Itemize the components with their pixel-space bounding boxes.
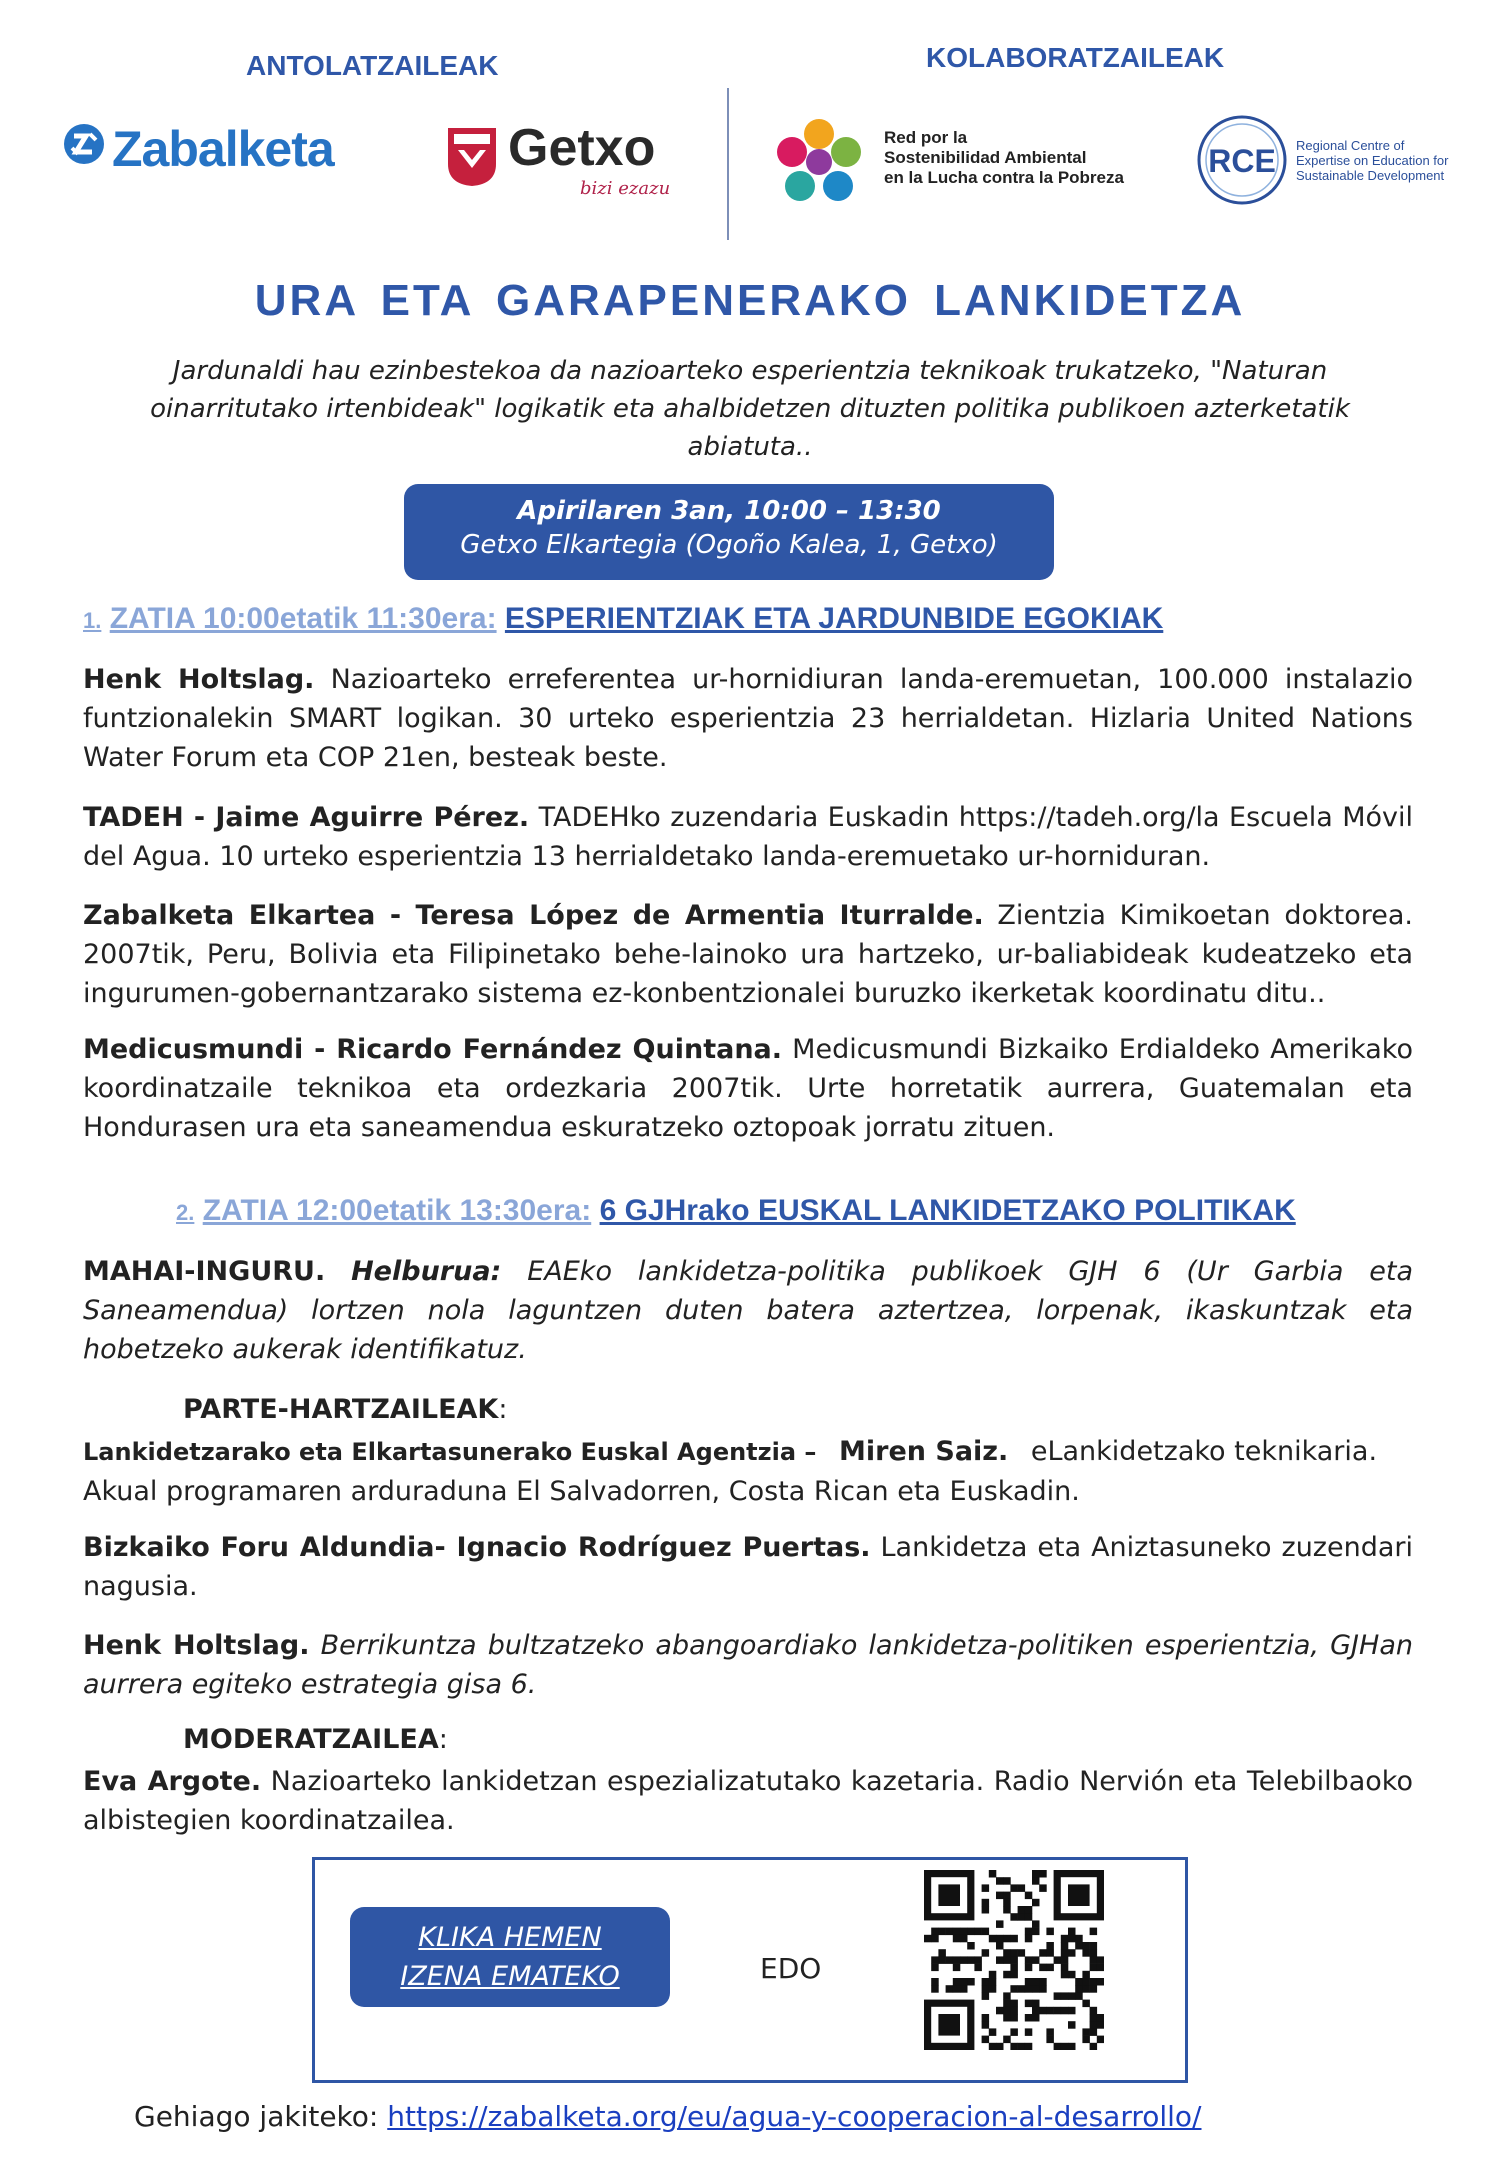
qr-code-icon — [924, 1870, 1104, 2050]
speaker-name: Zabalketa Elkartea - Teresa López de Armentia Iturralde. — [83, 900, 984, 931]
speaker-3 — [83, 896, 1413, 1013]
zabalketa-wordmark: Zabalketa — [112, 121, 334, 177]
moderator — [83, 1762, 1413, 1840]
section1-number: 1. — [83, 608, 102, 633]
header-divider — [727, 88, 729, 240]
goal-text: EAEko lankidetza-politika publikoek GJH 6 (Ur Garbia eta Saneamendua) lortzen nola laguntzen duten batera aztertzea, lorpenak, ikaskuntzak eta hobetzeko aukerak identifikatuz. — [83, 1256, 1413, 1365]
section1-heading: ESPERIENTZIAK ETA JARDUNBIDE EGOKIAK — [504, 602, 1164, 635]
footer-link[interactable]: https://zabalketa.org/eu/agua-y-cooperacion-al-desarrollo/ — [387, 2100, 1202, 2133]
moderator-bio: Nazioarteko lankidetzan espezializatutako kazetaria. Radio Nervión eta Telebilbaoko albistegien koordinatzailea. — [83, 1766, 1413, 1836]
speaker-4 — [83, 1030, 1413, 1147]
moderator-heading: MODERATZAILEA: — [183, 1724, 448, 1755]
participant-3 — [83, 1626, 1413, 1704]
goal-label: Helburua: — [351, 1256, 502, 1287]
moderator-name: Eva Argote. — [83, 1766, 262, 1797]
roundtable-goal — [83, 1252, 1413, 1369]
page-title: URA ETA GARAPENERAKO LANKIDETZA — [254, 276, 1246, 325]
qr-code[interactable] — [924, 1870, 1104, 2050]
participant-role: Berrikuntza bultzatzeko abangoardiako lankidetza-politiken esperientzia, GJHan aurrera egiteko estrategia gisa 6. — [83, 1630, 1413, 1700]
speaker-name: Henk Holtslag. — [83, 664, 315, 695]
speaker-1 — [83, 660, 1413, 777]
speaker-bio: Zientzia Kimikoetan doktorea. 2007tik, Peru, Bolivia eta Filipinetako behe-lainoko ura hartzeko, ur-baliabideak kudeatzeko eta ingurumen-gobernantzarako sistema ez-konbentzionalei buruzko ikerketak koordinatu ditu.. — [83, 900, 1413, 1009]
event-venue: Getxo Elkartegia (Ogoño Kalea, 1, Getxo) — [460, 530, 998, 560]
red-line-1: Red por la — [884, 128, 968, 147]
register-line-2: IZENA EMATEKO — [400, 1961, 620, 1992]
register-button[interactable] — [350, 1907, 670, 2007]
red-text — [884, 128, 1124, 188]
red-line-2: Sostenibilidad Ambiental — [884, 148, 1087, 167]
participant-name: Henk Holtslag. — [83, 1630, 310, 1661]
section1-header — [83, 602, 1163, 636]
participant-role: eLankidetzako teknikaria. — [1030, 1436, 1378, 1467]
roundtable-label: MAHAI-INGURU. — [83, 1256, 326, 1287]
rce-text — [1296, 138, 1448, 183]
footer-label: Gehiago jakiteko: — [134, 2100, 379, 2133]
speaker-name: Medicusmundi - Ricardo Fernández Quintana. — [83, 1034, 783, 1065]
organizers-label: ANTOLATZAILEAK — [246, 50, 499, 81]
participant-role: Lankidetza eta Aniztasuneko zuzendari nagusia. — [83, 1532, 1413, 1602]
register-line-1: KLIKA HEMEN — [418, 1922, 602, 1953]
red-sostenibilidad-logo — [774, 116, 864, 212]
speaker-bio: TADEHko zuzendaria Euskadin https://tadeh.org/la Escuela Móvil del Agua. 10 urteko esperientzia 13 herrialdetako landa-eremuetako ur-horniduran. — [83, 802, 1413, 872]
participant-2 — [83, 1528, 1413, 1606]
speaker-2 — [83, 798, 1413, 876]
footer — [134, 2100, 1202, 2133]
intro-text: Jardunaldi hau ezinbestekoa da nazioarteko esperientzia teknikoak trukatzeko, "Naturan oinarritutako irtenbideak" logikatik eta ahalbidetzen dituzten politika publikoen azterketatik abiatuta.. — [150, 356, 1350, 462]
speaker-name: TADEH - Jaime Aguirre Pérez. — [83, 802, 530, 833]
rce-mark: RCE — [1208, 143, 1276, 179]
rce-line-1: Regional Centre of — [1296, 138, 1405, 153]
event-date-time: Apirilaren 3an, 10:00 – 13:30 — [517, 496, 941, 526]
getxo-tagline: bizi ezazu — [580, 178, 671, 199]
rce-line-3: Sustainable Development — [1296, 168, 1445, 183]
participant-role-2: Akual programaren arduraduna El Salvadorren, Costa Rican eta Euskadin. — [83, 1476, 1080, 1507]
participants-label: PARTE-HARTZAILEAK — [183, 1394, 499, 1425]
red-line-3: en la Lucha contra la Pobreza — [884, 168, 1124, 187]
moderator-label: MODERATZAILEA — [183, 1724, 439, 1755]
red-flower-icon — [774, 116, 864, 208]
participant-org: Lankidetzarako eta Elkartasunerako Euskal Agentzia – — [83, 1438, 817, 1466]
zabalketa-logo — [62, 122, 106, 170]
getxo-crest-icon — [446, 126, 498, 188]
or-label: EDO — [760, 1952, 822, 1985]
rce-logo — [1196, 114, 1288, 206]
collaborators-label: KOLABORATZAILEAK — [926, 42, 1225, 73]
rce-line-2: Expertise on Education for — [1296, 153, 1449, 168]
section2-number: 2. — [176, 1200, 195, 1225]
getxo-wordmark: Getxo — [508, 119, 656, 177]
getxo-crest — [446, 126, 498, 192]
section1-time: ZATIA 10:00etatik 11:30era: — [109, 602, 497, 635]
participant-name: Bizkaiko Foru Aldundia- Ignacio Rodríguez Puertas. — [83, 1532, 871, 1563]
speaker-bio: Medicusmundi Bizkaiko Erdialdeko Amerikako koordinatzaile teknikoa eta ordezkaria 2007tik. Urte horretatik aurrera, Guatemalan eta Hondurasen ura eta saneamendua eskuratzeko oztopoak jorratu zituen. — [83, 1034, 1413, 1143]
section2-header — [176, 1194, 1296, 1228]
rce-circle-icon — [1196, 114, 1288, 206]
event-info-box — [404, 484, 1054, 580]
zabalketa-icon — [62, 122, 106, 166]
participants-heading: PARTE-HARTZAILEAK: — [183, 1394, 508, 1425]
speaker-bio: Nazioarteko erreferentea ur-hornidiuran landa-eremuetan, 100.000 instalazio funtzionalekin SMART logikan. 30 urteko esperientzia 23 herrialdetan. Hizlaria United Nations Water Forum eta COP 21en, besteak beste. — [83, 664, 1413, 773]
section2-time: ZATIA 12:00etatik 13:30era: — [202, 1194, 592, 1227]
participant-name: Miren Saiz. — [839, 1436, 1009, 1467]
section2-heading: 6 GJHrako EUSKAL LANKIDETZAKO POLITIKAK — [599, 1194, 1296, 1227]
participant-1 — [83, 1432, 1413, 1511]
